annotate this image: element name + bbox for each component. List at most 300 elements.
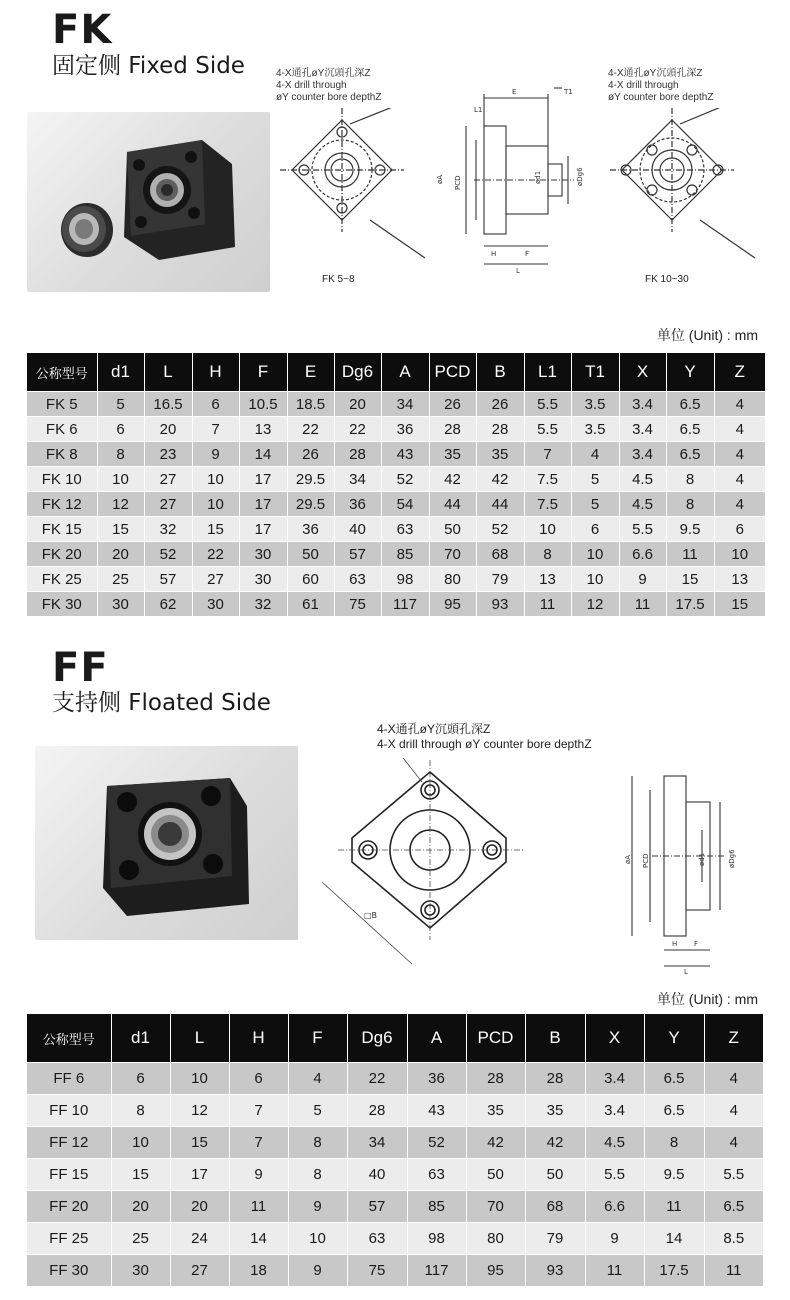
- value-cell: 11: [524, 592, 571, 617]
- value-cell: 4: [704, 1095, 763, 1127]
- value-cell: 6.5: [644, 1063, 704, 1095]
- fk-header-cell: L1: [524, 353, 571, 392]
- value-cell: 40: [334, 517, 381, 542]
- fk-dim-label: PCD: [454, 175, 462, 190]
- fk-dim-label: L1: [474, 106, 483, 114]
- value-cell: 7: [229, 1127, 288, 1159]
- value-cell: 6: [97, 417, 144, 442]
- table-row: [27, 1223, 763, 1255]
- value-cell: 29.5: [287, 467, 334, 492]
- value-cell: 26: [476, 392, 524, 417]
- value-cell: 17: [170, 1159, 229, 1191]
- value-cell: 8: [644, 1127, 704, 1159]
- model-cell: FF 20: [27, 1191, 111, 1223]
- value-cell: 50: [287, 542, 334, 567]
- value-cell: 10.5: [239, 392, 287, 417]
- value-cell: 52: [407, 1127, 466, 1159]
- value-cell: 20: [144, 417, 192, 442]
- fk-product-photo: [27, 112, 270, 292]
- value-cell: 20: [170, 1191, 229, 1223]
- value-cell: 11: [666, 542, 714, 567]
- value-cell: 15: [111, 1159, 170, 1191]
- ff-header-cell: Z: [704, 1014, 763, 1063]
- ff-dim-label: H: [672, 940, 678, 948]
- fk-subtitle: 固定侧 Fixed Side: [52, 53, 245, 79]
- value-cell: 36: [287, 517, 334, 542]
- value-cell: 4: [704, 1127, 763, 1159]
- value-cell: 117: [407, 1255, 466, 1287]
- fk-dim-label: T1: [564, 88, 573, 96]
- value-cell: 93: [476, 592, 524, 617]
- value-cell: 30: [97, 592, 144, 617]
- ff-header-cell: F: [288, 1014, 347, 1063]
- value-cell: 4.5: [619, 492, 666, 517]
- table-row: [27, 1095, 763, 1127]
- value-cell: 22: [334, 417, 381, 442]
- value-cell: 8.5: [704, 1223, 763, 1255]
- value-cell: 22: [192, 542, 239, 567]
- model-cell: FK 5: [27, 392, 97, 417]
- value-cell: 11: [619, 592, 666, 617]
- value-cell: 34: [334, 467, 381, 492]
- value-cell: 63: [381, 517, 429, 542]
- value-cell: 68: [525, 1191, 585, 1223]
- value-cell: 6.6: [585, 1191, 644, 1223]
- fk-dim-label: L: [516, 267, 520, 275]
- table-row: [27, 542, 765, 567]
- table-row: [27, 467, 765, 492]
- value-cell: 3.4: [585, 1095, 644, 1127]
- model-cell: FF 12: [27, 1127, 111, 1159]
- value-cell: 28: [429, 417, 476, 442]
- value-cell: 50: [466, 1159, 525, 1191]
- fk-side-section-diagram: [428, 86, 593, 276]
- value-cell: 5: [97, 392, 144, 417]
- value-cell: 57: [144, 567, 192, 592]
- fk-dim-label: ød1: [534, 170, 542, 184]
- value-cell: 15: [714, 592, 765, 617]
- value-cell: 11: [644, 1191, 704, 1223]
- model-cell: FF 6: [27, 1063, 111, 1095]
- fk-front-view-large-diagram: [610, 108, 760, 273]
- value-cell: 35: [429, 442, 476, 467]
- ff-dim-label: □B: [364, 911, 378, 920]
- value-cell: 27: [170, 1255, 229, 1287]
- value-cell: 68: [476, 542, 524, 567]
- ff-product-photo: [35, 746, 298, 940]
- value-cell: 4.5: [585, 1127, 644, 1159]
- value-cell: 52: [381, 467, 429, 492]
- value-cell: 6: [571, 517, 619, 542]
- value-cell: 34: [381, 392, 429, 417]
- value-cell: 11: [229, 1191, 288, 1223]
- table-row: [27, 1255, 763, 1287]
- value-cell: 4: [714, 417, 765, 442]
- fk-header-cell: Y: [666, 353, 714, 392]
- value-cell: 63: [334, 567, 381, 592]
- ff-header-cell: 公称型号: [27, 1014, 111, 1063]
- value-cell: 117: [381, 592, 429, 617]
- value-cell: 8: [524, 542, 571, 567]
- value-cell: 3.4: [619, 417, 666, 442]
- fk-dim-label: øDg6: [576, 167, 584, 186]
- value-cell: 40: [347, 1159, 407, 1191]
- value-cell: 14: [229, 1223, 288, 1255]
- model-cell: FK 8: [27, 442, 97, 467]
- ff-dim-label: F: [694, 940, 699, 948]
- value-cell: 29.5: [287, 492, 334, 517]
- value-cell: 12: [571, 592, 619, 617]
- value-cell: 10: [97, 467, 144, 492]
- value-cell: 10: [714, 542, 765, 567]
- value-cell: 12: [170, 1095, 229, 1127]
- model-cell: FK 10: [27, 467, 97, 492]
- ff-header-cell: L: [170, 1014, 229, 1063]
- model-cell: FK 15: [27, 517, 97, 542]
- value-cell: 22: [347, 1063, 407, 1095]
- value-cell: 6: [229, 1063, 288, 1095]
- value-cell: 42: [466, 1127, 525, 1159]
- fk-header-cell: L: [144, 353, 192, 392]
- fk-dim-label: øA: [436, 174, 444, 184]
- table-row: [27, 567, 765, 592]
- table-row: [27, 442, 765, 467]
- fk-header-cell: X: [619, 353, 666, 392]
- value-cell: 6.5: [666, 392, 714, 417]
- value-cell: 25: [97, 567, 144, 592]
- fk-title: FK: [52, 7, 113, 53]
- value-cell: 5.5: [585, 1159, 644, 1191]
- value-cell: 70: [466, 1191, 525, 1223]
- fk-header-cell: F: [239, 353, 287, 392]
- value-cell: 17: [239, 492, 287, 517]
- value-cell: 23: [144, 442, 192, 467]
- value-cell: 10: [192, 467, 239, 492]
- value-cell: 9: [585, 1223, 644, 1255]
- value-cell: 32: [239, 592, 287, 617]
- fk-dim-label: F: [525, 250, 530, 258]
- value-cell: 22: [287, 417, 334, 442]
- table-row: [27, 1063, 763, 1095]
- value-cell: 50: [525, 1159, 585, 1191]
- value-cell: 28: [476, 417, 524, 442]
- table-row: [27, 1191, 763, 1223]
- value-cell: 17.5: [666, 592, 714, 617]
- value-cell: 10: [111, 1127, 170, 1159]
- value-cell: 50: [429, 517, 476, 542]
- value-cell: 13: [524, 567, 571, 592]
- value-cell: 79: [476, 567, 524, 592]
- value-cell: 6: [714, 517, 765, 542]
- value-cell: 30: [239, 567, 287, 592]
- table-row: [27, 1159, 763, 1191]
- value-cell: 95: [466, 1255, 525, 1287]
- ff-drill-note: 4-X通孔øY沉頭孔深Z 4-X drill through øY counter bore depthZ: [377, 722, 592, 751]
- value-cell: 10: [571, 542, 619, 567]
- value-cell: 15: [666, 567, 714, 592]
- value-cell: 8: [288, 1159, 347, 1191]
- ff-header-cell: d1: [111, 1014, 170, 1063]
- value-cell: 4.5: [619, 467, 666, 492]
- fk-caption-large: FK 10~30: [645, 274, 689, 285]
- value-cell: 13: [714, 567, 765, 592]
- value-cell: 9: [288, 1191, 347, 1223]
- table-row: [27, 1127, 763, 1159]
- value-cell: 3.4: [585, 1063, 644, 1095]
- value-cell: 3.5: [571, 392, 619, 417]
- value-cell: 85: [407, 1191, 466, 1223]
- value-cell: 98: [407, 1223, 466, 1255]
- value-cell: 9: [192, 442, 239, 467]
- value-cell: 80: [429, 567, 476, 592]
- value-cell: 5.5: [524, 417, 571, 442]
- fk-front-view-small-diagram: [280, 108, 430, 273]
- ff-header-cell: H: [229, 1014, 288, 1063]
- value-cell: 14: [644, 1223, 704, 1255]
- ff-header-cell: B: [525, 1014, 585, 1063]
- fk-header-cell: PCD: [429, 353, 476, 392]
- fk-header-cell: T1: [571, 353, 619, 392]
- value-cell: 7: [192, 417, 239, 442]
- value-cell: 12: [97, 492, 144, 517]
- ff-spec-table: [27, 1014, 763, 1286]
- value-cell: 5.5: [524, 392, 571, 417]
- value-cell: 5: [288, 1095, 347, 1127]
- ff-dim-label: øDg6: [728, 849, 736, 868]
- value-cell: 9.5: [644, 1159, 704, 1191]
- model-cell: FF 25: [27, 1223, 111, 1255]
- value-cell: 36: [407, 1063, 466, 1095]
- value-cell: 30: [111, 1255, 170, 1287]
- value-cell: 26: [429, 392, 476, 417]
- value-cell: 7: [229, 1095, 288, 1127]
- value-cell: 28: [347, 1095, 407, 1127]
- value-cell: 4: [714, 392, 765, 417]
- ff-dim-label: L: [684, 968, 688, 975]
- model-cell: FK 25: [27, 567, 97, 592]
- value-cell: 6.5: [644, 1095, 704, 1127]
- table-row: [27, 592, 765, 617]
- value-cell: 63: [407, 1159, 466, 1191]
- value-cell: 4: [571, 442, 619, 467]
- value-cell: 27: [144, 492, 192, 517]
- value-cell: 8: [288, 1127, 347, 1159]
- value-cell: 44: [476, 492, 524, 517]
- value-cell: 11: [585, 1255, 644, 1287]
- value-cell: 8: [111, 1095, 170, 1127]
- value-cell: 27: [144, 467, 192, 492]
- table-row: [27, 392, 765, 417]
- value-cell: 85: [381, 542, 429, 567]
- value-cell: 8: [97, 442, 144, 467]
- value-cell: 62: [144, 592, 192, 617]
- model-cell: FK 6: [27, 417, 97, 442]
- value-cell: 28: [466, 1063, 525, 1095]
- value-cell: 5: [571, 467, 619, 492]
- value-cell: 6.5: [704, 1191, 763, 1223]
- fk-dim-label: H: [491, 250, 497, 258]
- value-cell: 36: [334, 492, 381, 517]
- value-cell: 57: [334, 542, 381, 567]
- value-cell: 52: [144, 542, 192, 567]
- value-cell: 30: [192, 592, 239, 617]
- ff-subtitle: 支持侧 Floated Side: [52, 690, 271, 716]
- ff-header-cell: Dg6: [347, 1014, 407, 1063]
- fk-drill-note-2: 4-X通孔øY沉頭孔深Z 4-X drill through øY counter bore depthZ: [608, 68, 714, 103]
- value-cell: 10: [170, 1063, 229, 1095]
- value-cell: 10: [288, 1223, 347, 1255]
- ff-side-section-diagram: [612, 770, 762, 975]
- value-cell: 43: [381, 442, 429, 467]
- value-cell: 10: [571, 567, 619, 592]
- value-cell: 4: [714, 492, 765, 517]
- value-cell: 6: [192, 392, 239, 417]
- fk-header-cell: 公称型号: [27, 353, 97, 392]
- fk-drill-note-1: 4-X通孔øY沉頭孔深Z 4-X drill through øY counter bore depthZ: [276, 68, 382, 103]
- value-cell: 42: [525, 1127, 585, 1159]
- value-cell: 15: [192, 517, 239, 542]
- ff-header-cell: Y: [644, 1014, 704, 1063]
- value-cell: 34: [347, 1127, 407, 1159]
- fk-header-cell: H: [192, 353, 239, 392]
- value-cell: 35: [466, 1095, 525, 1127]
- value-cell: 42: [429, 467, 476, 492]
- ff-dim-label: ød1: [698, 852, 706, 866]
- value-cell: 17.5: [644, 1255, 704, 1287]
- value-cell: 7: [524, 442, 571, 467]
- value-cell: 9: [288, 1255, 347, 1287]
- value-cell: 6.5: [666, 442, 714, 467]
- fk-spec-table: [27, 353, 765, 616]
- value-cell: 4: [288, 1063, 347, 1095]
- value-cell: 57: [347, 1191, 407, 1223]
- table-row: [27, 492, 765, 517]
- value-cell: 8: [666, 492, 714, 517]
- value-cell: 28: [525, 1063, 585, 1095]
- value-cell: 60: [287, 567, 334, 592]
- value-cell: 28: [334, 442, 381, 467]
- fk-header-cell: d1: [97, 353, 144, 392]
- value-cell: 17: [239, 467, 287, 492]
- value-cell: 20: [111, 1191, 170, 1223]
- value-cell: 13: [239, 417, 287, 442]
- value-cell: 44: [429, 492, 476, 517]
- value-cell: 95: [429, 592, 476, 617]
- model-cell: FF 15: [27, 1159, 111, 1191]
- fk-header-cell: A: [381, 353, 429, 392]
- fk-header-cell: Z: [714, 353, 765, 392]
- model-cell: FK 30: [27, 592, 97, 617]
- value-cell: 14: [239, 442, 287, 467]
- value-cell: 3.4: [619, 442, 666, 467]
- model-cell: FF 10: [27, 1095, 111, 1127]
- ff-front-view-diagram: [318, 758, 540, 970]
- value-cell: 15: [97, 517, 144, 542]
- value-cell: 5.5: [704, 1159, 763, 1191]
- fk-header-cell: B: [476, 353, 524, 392]
- table-row: [27, 517, 765, 542]
- value-cell: 54: [381, 492, 429, 517]
- value-cell: 5.5: [619, 517, 666, 542]
- value-cell: 20: [97, 542, 144, 567]
- value-cell: 6.5: [666, 417, 714, 442]
- value-cell: 52: [476, 517, 524, 542]
- fk-caption-small: FK 5~8: [322, 274, 355, 285]
- value-cell: 26: [287, 442, 334, 467]
- value-cell: 63: [347, 1223, 407, 1255]
- value-cell: 5: [571, 492, 619, 517]
- value-cell: 27: [192, 567, 239, 592]
- value-cell: 7.5: [524, 492, 571, 517]
- value-cell: 36: [381, 417, 429, 442]
- value-cell: 43: [407, 1095, 466, 1127]
- value-cell: 30: [239, 542, 287, 567]
- value-cell: 79: [525, 1223, 585, 1255]
- fk-header-cell: E: [287, 353, 334, 392]
- model-cell: FF 30: [27, 1255, 111, 1287]
- fk-header-cell: Dg6: [334, 353, 381, 392]
- ff-title: FF: [52, 645, 109, 691]
- value-cell: 17: [239, 517, 287, 542]
- value-cell: 18: [229, 1255, 288, 1287]
- value-cell: 16.5: [144, 392, 192, 417]
- value-cell: 3.4: [619, 392, 666, 417]
- ff-unit-label: 单位 (Unit) : mm: [656, 991, 758, 1007]
- value-cell: 75: [347, 1255, 407, 1287]
- value-cell: 3.5: [571, 417, 619, 442]
- value-cell: 35: [476, 442, 524, 467]
- value-cell: 18.5: [287, 392, 334, 417]
- value-cell: 4: [704, 1063, 763, 1095]
- ff-dim-label: PCD: [642, 853, 650, 868]
- value-cell: 20: [334, 392, 381, 417]
- value-cell: 4: [714, 467, 765, 492]
- value-cell: 10: [192, 492, 239, 517]
- value-cell: 24: [170, 1223, 229, 1255]
- value-cell: 25: [111, 1223, 170, 1255]
- ff-header-cell: A: [407, 1014, 466, 1063]
- value-cell: 75: [334, 592, 381, 617]
- value-cell: 42: [476, 467, 524, 492]
- value-cell: 8: [666, 467, 714, 492]
- value-cell: 15: [170, 1127, 229, 1159]
- value-cell: 35: [525, 1095, 585, 1127]
- model-cell: FK 20: [27, 542, 97, 567]
- value-cell: 32: [144, 517, 192, 542]
- ff-dim-label: øA: [624, 854, 632, 864]
- value-cell: 61: [287, 592, 334, 617]
- value-cell: 9: [619, 567, 666, 592]
- value-cell: 10: [524, 517, 571, 542]
- table-row: [27, 417, 765, 442]
- ff-header-cell: X: [585, 1014, 644, 1063]
- value-cell: 9.5: [666, 517, 714, 542]
- value-cell: 11: [704, 1255, 763, 1287]
- value-cell: 98: [381, 567, 429, 592]
- fk-unit-label: 单位 (Unit) : mm: [656, 327, 758, 343]
- value-cell: 4: [714, 442, 765, 467]
- value-cell: 80: [466, 1223, 525, 1255]
- value-cell: 93: [525, 1255, 585, 1287]
- value-cell: 6: [111, 1063, 170, 1095]
- value-cell: 70: [429, 542, 476, 567]
- ff-header-cell: PCD: [466, 1014, 525, 1063]
- value-cell: 9: [229, 1159, 288, 1191]
- fk-dim-label: E: [512, 88, 517, 96]
- value-cell: 7.5: [524, 467, 571, 492]
- value-cell: 6.6: [619, 542, 666, 567]
- model-cell: FK 12: [27, 492, 97, 517]
